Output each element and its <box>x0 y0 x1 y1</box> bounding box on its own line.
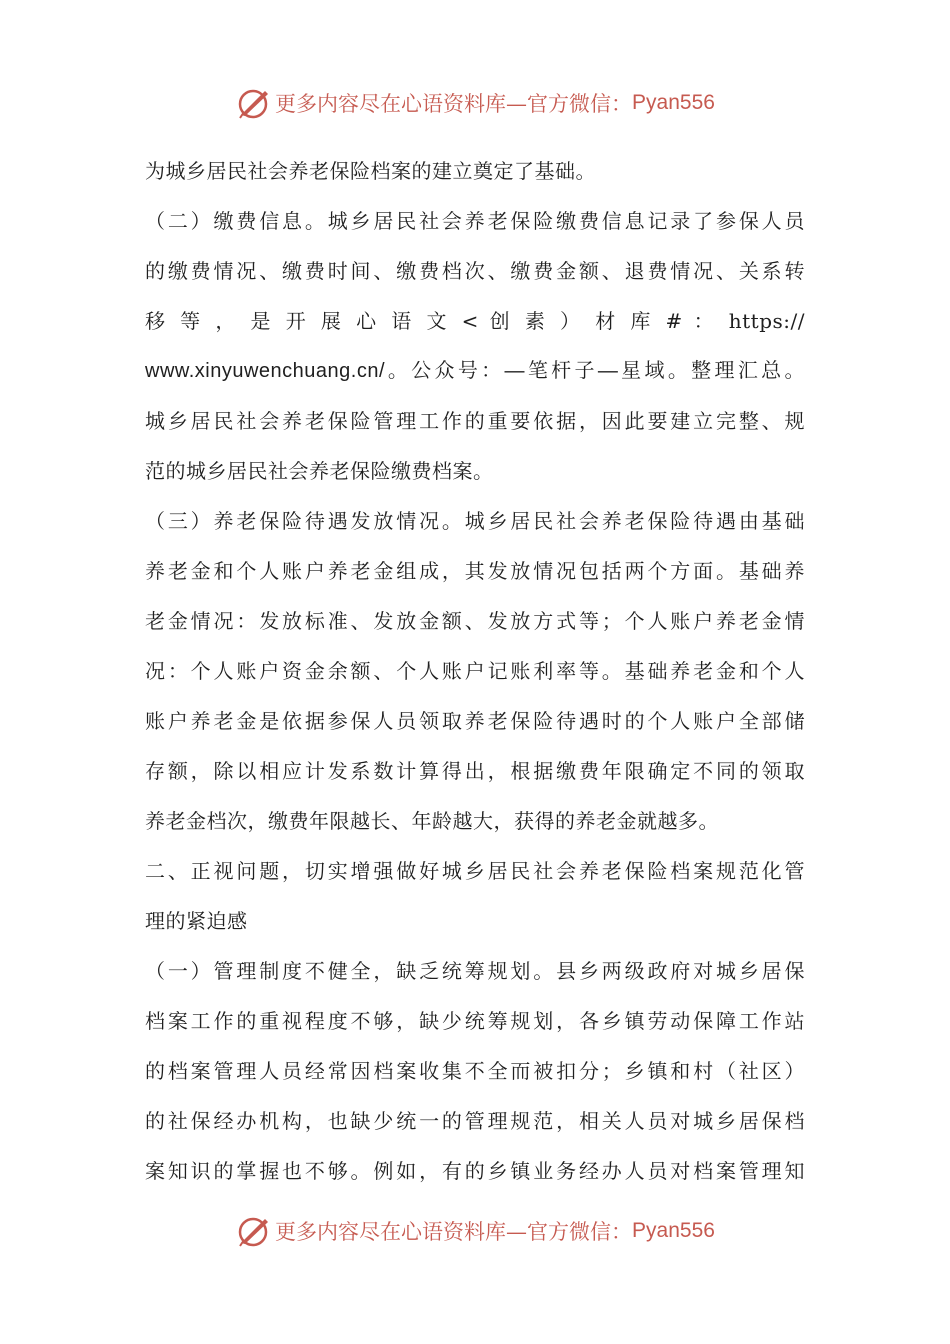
section-heading: 二、正视问题，切实增强做好城乡居民社会养老保险档案规范化管 <box>145 859 805 883</box>
text-line: www.xinyuwenchuang.cn/。公众号：—笔杆子—星域。整理汇总。 <box>145 360 805 382</box>
text-line: 存额，除以相应计发系数计算得出，根据缴费年限确定不同的领取 <box>145 759 805 783</box>
text-line: 养老金档次，缴费年限越长、年龄越大，获得的养老金就越多。 <box>145 809 719 833</box>
text-line: 城乡居民社会养老保险管理工作的重要依据，因此要建立完整、规 <box>145 409 805 433</box>
text-line: 账户养老金是依据参保人员领取养老保险待遇时的个人账户全部储 <box>145 709 805 733</box>
text-line: 的档案管理人员经常因档案收集不全而被扣分；乡镇和村（社区） <box>145 1059 805 1083</box>
text-line: 的社保经办机构，也缺少统一的管理规范，相关人员对城乡居保档 <box>145 1109 805 1133</box>
text-line: 况：个人账户资金余额、个人账户记账利率等。基础养老金和个人 <box>145 659 805 683</box>
banner-text: 更多内容尽在心语资料库—官方微信： <box>275 1220 633 1244</box>
banner-wechat-id: Pyan556 <box>632 91 715 114</box>
section-heading: 理的紧迫感 <box>145 909 248 933</box>
header-banner <box>0 83 950 123</box>
text-line: 的缴费情况、缴费时间、缴费档次、缴费金额、退费情况、关系转 <box>145 259 805 283</box>
banner-text: 更多内容尽在心语资料库—官方微信： <box>275 92 633 116</box>
text-line: （三）养老保险待遇发放情况。城乡居民社会养老保险待遇由基础 <box>145 509 805 533</box>
text-line: （一）管理制度不健全，缺乏统筹规划。县乡两级政府对城乡居保 <box>145 959 805 983</box>
text-line: 范的城乡居民社会养老保险缴费档案。 <box>145 459 494 483</box>
text-line: 档案工作的重视程度不够，缺少统筹规划，各乡镇劳动保障工作站 <box>145 1009 805 1033</box>
quill-pen-logo-icon <box>235 1213 271 1249</box>
document-body <box>145 148 805 1198</box>
text-line: 老金情况：发放标准、发放金额、发放方式等；个人账户养老金情 <box>145 609 805 633</box>
text-line: 移 等 ， 是 开 展 心 语 文 < 创 素 ） 材 库 # ： https:// <box>145 309 805 333</box>
text-line: 案知识的掌握也不够。例如，有的乡镇业务经办人员对档案管理知 <box>145 1159 805 1183</box>
quill-pen-logo-icon <box>235 85 271 121</box>
text-line: 为城乡居民社会养老保险档案的建立奠定了基础。 <box>145 159 596 183</box>
banner-wechat-id: Pyan556 <box>632 1219 715 1242</box>
text-line: 养老金和个人账户养老金组成，其发放情况包括两个方面。基础养 <box>145 559 805 583</box>
text-line: （二）缴费信息。城乡居民社会养老保险缴费信息记录了参保人员 <box>145 209 805 233</box>
footer-banner <box>0 1211 950 1251</box>
